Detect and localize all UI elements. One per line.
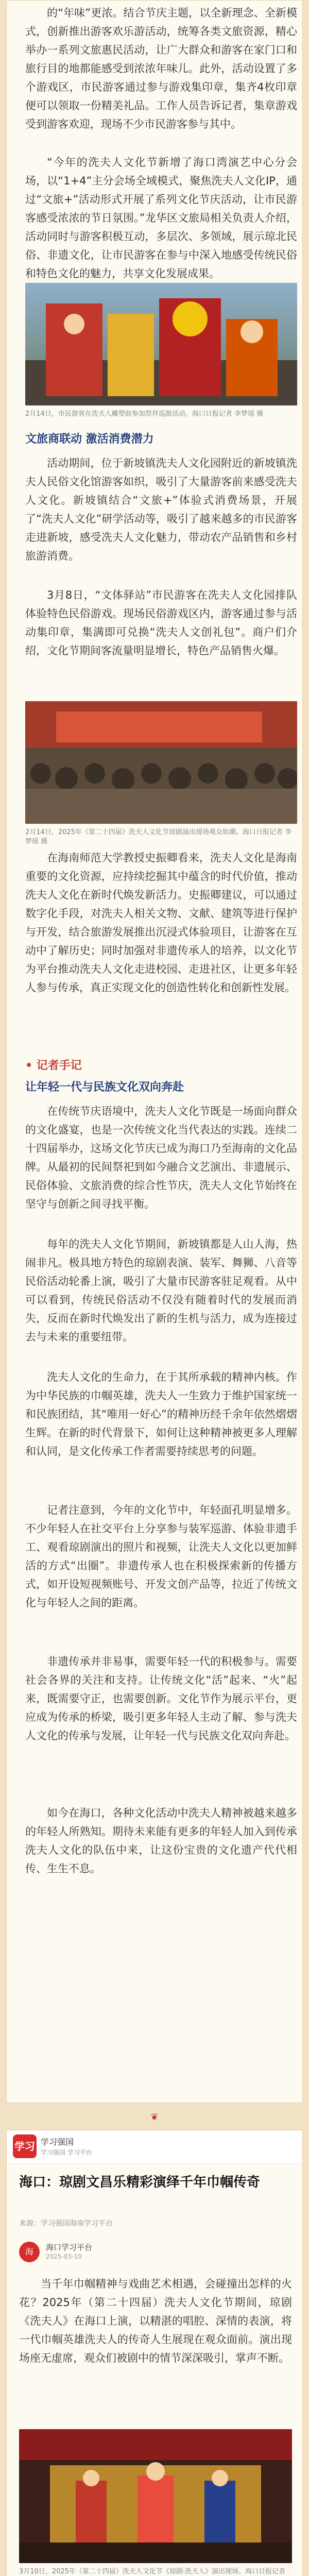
paragraph: 3月8日，“文体驿站”市民游客在冼夫人文化园排队体验特色民俗游戏。现场民俗游戏区内，游客通过参与活动集印章，集满即可兑换“洗夫人文创礼包”。商户们介绍，文化节期间客流量明显增长，特色产品销售火爆。 xyxy=(25,589,297,657)
paragraph: 在海南师范大学教授史振卿看来，洗夫人文化是海南重要的文化资源，应持续挖掘其中蕴含的时代价值，推动洗夫人文化在新时代焕发新活力。史振卿建议，可以通过数字化手段，对洗夫人相关文物、文献、建筑等进行保护与开发，结合旅游发展推出沉浸式体验项目，让游客在互动中了解历史；同时加强对非遗传承人的培养，以文化节为平台推动洗夫人文化走进校园、走进社区，让更多年轻人参与传承，真正实现文化的创造性转化和创新性发展。 xyxy=(25,852,297,994)
paragraph: 当千年巾帼精神与戏曲艺术相遇，会碰撞出怎样的火花？2025年（第二十四届）洗夫人文化节期间，琼剧《洗夫人》在海口上演，以精湛的唱腔、深情的表演，将一代巾帼英雄洗夫人的传奇人生展现在观众面前。演出现场座无虚席，观众们被剧中的情节深深吸引，掌声不断。 xyxy=(19,2278,292,2364)
article-title: 海口：琼剧文昌乐精彩演绎千年巾帼传奇 xyxy=(19,2175,261,2190)
paragraph: 活动期间，位于新坡镇洗夫人文化园附近的新坡镇洗夫人民俗文化馆游客如织，吸引了大量游客前来感受洗夫人文化。新坡镇结合“文旅+”体验式消费场景，开展了“洗夫人文化”研学活动等，吸引了越来越多的市民游客走进新坡，感受冼夫人文化魅力，带动农产品销售和乡村旅游消费。 xyxy=(25,457,297,562)
app-tagline: 学习强国 学习平台 xyxy=(41,2149,92,2156)
photo-stage-image xyxy=(19,2429,292,2563)
paragraph: 的“年味”更浓。结合节庆主题，以全新理念、全新模式，创新推出游客欢乐游活动，统筹各类文旅资源，精心举办一系列文旅惠民活动，让广大群众和游客在家门口和旅行目的地都能感受到浓浓年味儿。此外，活动设置了多个游戏区，市民游客通过参与游戏集印章，集齐4枚印章便可以领取一份精美礼品。工作人员告诉记者，集章游戏受到游客欢迎，现场不少市民游客参与其中。 xyxy=(25,7,297,130)
photo-parade xyxy=(25,283,297,405)
paragraph: 每年的洗夫人文化节期间，新坡镇都是人山人海，热闹非凡。极具地方特色的琼剧表演、装军、舞狮、八音等民俗活动轮番上演，吸引了大量市民游客驻足观看。从中可以看到，传统民俗活动不仅没有随着时代的发展而消失，反而在新时代焕发出了新的生机与活力，成为连接过去与未来的重要纽带。 xyxy=(25,1238,297,1343)
avatar: 海 xyxy=(19,2242,40,2262)
photo-caption: 2月14日，2025年《第二十四届》洗夫人文化节琼剧演出现场观众如潮。海口日报记者 李梦瑶 摄 xyxy=(25,828,292,845)
photo-opera-image xyxy=(25,701,297,824)
photo-parade-image xyxy=(25,283,297,405)
photo-caption: 2月14日，市民游客在洗夫人雕塑前参加祭拜巡游活动。海口日报记者 李梦瑶 摄 xyxy=(25,410,264,418)
app-logo: 学习 xyxy=(13,2134,37,2158)
photo-caption: 3月10日，2025年（第二十四届）洗夫人文化节《琼剧·洗夫人》演出现场。海口日报记者 xyxy=(19,2568,286,2575)
section-heading: 文旅商联动 激活消费潜力 xyxy=(25,433,154,446)
account-name: 海口学习平台 xyxy=(46,2243,93,2252)
paragraph: “今年的洗夫人文化节新增了海口湾演艺中心分会场，以“1+4”主分会场全域模式，聚焦洗夫人文化IP，通过“文旅+”活动形式开展了系列文化节庆活动，让市民游客感受浓浓的节日氛围。”龙华区文旅局相关负责人介绍，活动同时与游客积极互动，多层次、多领域，展示琼北民俗、非遗文化，让市民游客在参与中深入地感受传统民俗和特色文化的魅力，共享文化发展成果。 xyxy=(25,156,297,280)
article-source: 来源：学习强国海南学习平台 xyxy=(19,2219,113,2228)
account-meta: 2025-03-10 xyxy=(46,2253,82,2260)
photo-opera-audience xyxy=(25,701,297,824)
paragraph: 非遗传承并非易事，需要年轻一代的积极参与。需要社会各界的关注和支持。让传统文化“活”起来、“火”起来，既需要守正，也需要创新。文化节作为展示平台，更应成为传承的桥梁，吸引更多年轻人主动了解、参与洗夫人文化的传承与发展，让年轻一代与民族文化双向奔赴。 xyxy=(25,1655,297,1742)
photo-opera-stage xyxy=(19,2429,292,2563)
paragraph: 如今在海口，各种文化活动中洗夫人精神被越来越多的年轻人所熟知。期待未来能有更多的年轻人加入到传承洗夫人文化的队伍中来，让这份宝贵的文化遗产代代相传、生生不息。 xyxy=(25,1807,297,1875)
app-name: 学习强国 xyxy=(41,2137,74,2147)
app-header xyxy=(7,2130,302,2164)
article-card-2 xyxy=(6,2130,303,2576)
article-card-1 xyxy=(6,0,303,2103)
notes-label: • 记者手记 xyxy=(25,1059,82,1072)
section-heading: 让年轻一代与民族文化双向奔赴 xyxy=(25,1081,184,1094)
account-row[interactable] xyxy=(19,2240,292,2264)
paragraph: 记者注意到，今年的文化节中，年轻面孔明显增多。不少年轻人在社交平台上分享参与装军巡游、体验非遗手工、观看琼剧演出的照片和视频，让洗夫人文化以更加鲜活的方式“出圈”。非遗传承人也在积极探索新的传播方式，如开设短视频账号、开发文创产品等，拉近了传统文化与年轻人之间的距离。 xyxy=(25,1504,297,1609)
paragraph: 在传统节庆语境中，洗夫人文化节既是一场面向群众的文化盛宴，也是一次传统文化当代表达的实践。连续二十四届举办，这场文化节庆已成为海口乃至海南的文化品牌。从最初的民间祭祀到如今融合文艺演出、非遗展示、民俗体验、文旅消费的综合性节庆，洗夫人文化节始终在坚守与创新之间寻找平衡。 xyxy=(25,1105,297,1210)
divider-ornament: ❦ xyxy=(150,2112,159,2123)
paragraph: 洗夫人文化的生命力，在于其所承载的精神内核。作为中华民族的巾帼英雄，洗夫人一生致力于维护国家统一和民族团结，其“唯用一好心”的精神历经千余年依然熠熠生辉。在新的时代背景下，如何让这种精神被更多人理解和认同，是文化传承工作者需要持续思考的问题。 xyxy=(25,1371,297,1458)
